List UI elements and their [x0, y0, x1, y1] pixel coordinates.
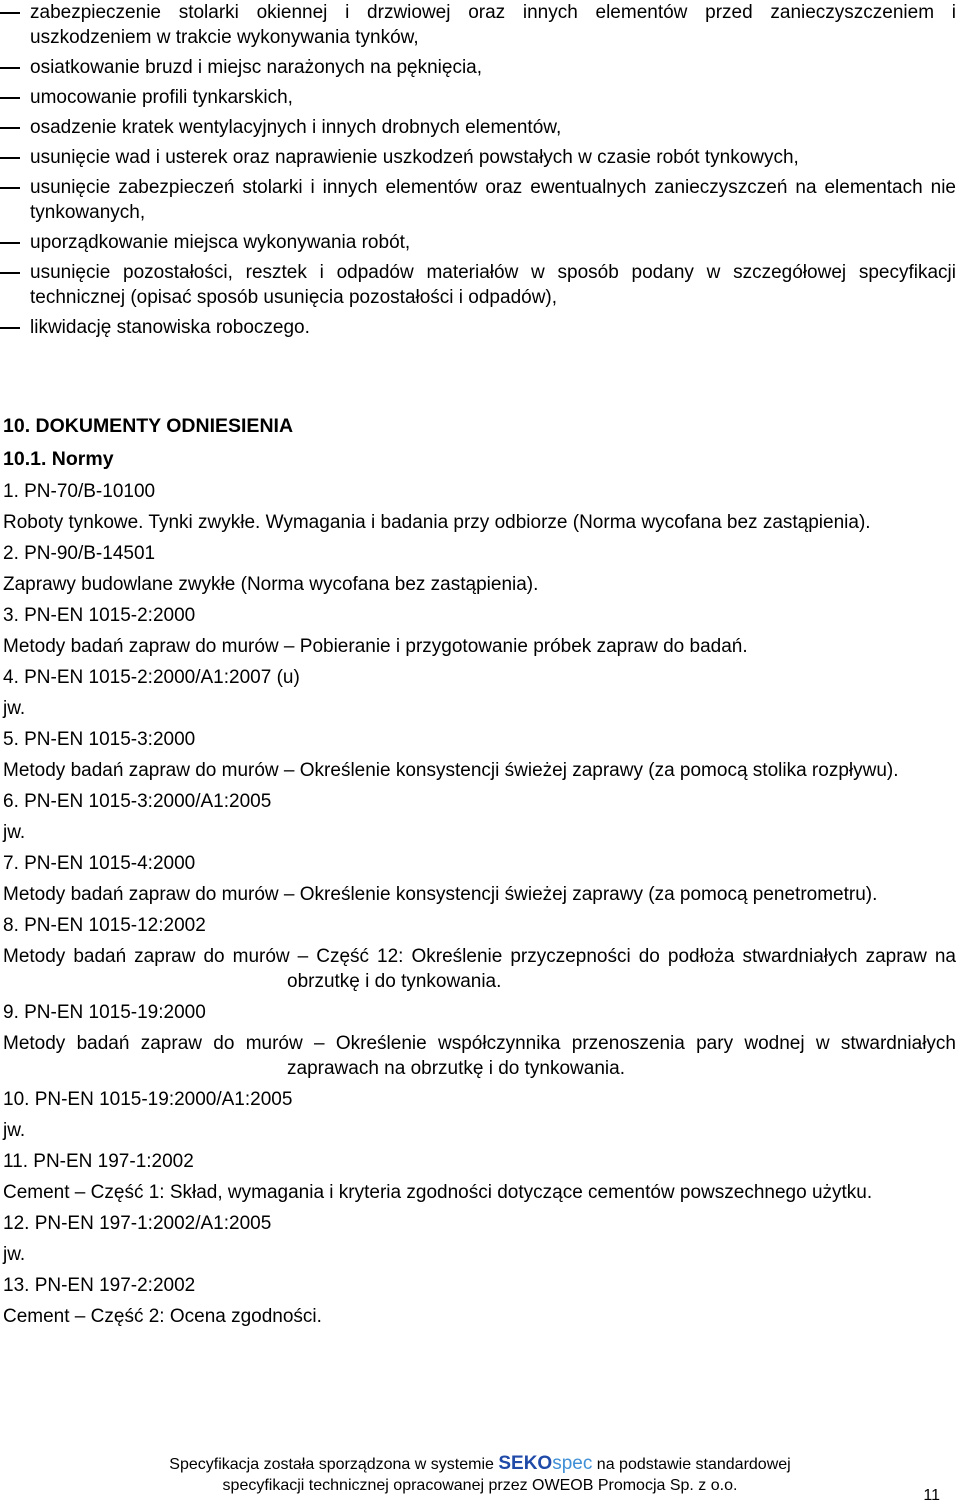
standard-title: Cement – Część 1: Skład, wymagania i kryteria zgodności dotyczące cementów powszechnego użytku. — [3, 1182, 873, 1203]
standard-title: Metody badań zapraw do murów – Określenie konsystencji świeżej zaprawy (za pomocą stolika rozpływu). — [3, 760, 899, 781]
standard-title: Metody badań zapraw do murów – Określenie konsystencji świeżej zaprawy (za pomocą penetrometru). — [3, 884, 878, 905]
list-item-text: umocowanie profili tynkarskich, — [30, 87, 293, 108]
sekospec-logo — [498, 1453, 592, 1474]
work-scope-list — [0, 0, 956, 345]
standard-code: 7. PN-EN 1015-4:2000 — [3, 853, 196, 874]
list-item — [0, 85, 956, 110]
standard-code: 8. PN-EN 1015-12:2002 — [3, 915, 206, 936]
list-item-text: zabezpieczenie stolarki okiennej i drzwiowej oraz innych elementów przed zanieczyszczeniem i uszkodzeniem w trakcie wykonywania tynków, — [30, 2, 956, 48]
reference-documents-section — [3, 414, 956, 1335]
dash-bullet-icon — [0, 97, 20, 99]
list-item-text: likwidację stanowiska roboczego. — [30, 317, 310, 338]
footer-line-1 — [0, 1453, 960, 1475]
dash-bullet-icon — [0, 242, 20, 244]
list-item-text: osiatkowanie bruzd i miejsc narażonych na pęknięcia, — [30, 57, 483, 78]
list-item-text: usunięcie zabezpieczeń stolarki i innych elementów oraz ewentualnych zanieczyszczeń na elementach nie tynkowanych, — [30, 177, 956, 223]
standard-code: 1. PN-70/B-10100 — [3, 481, 156, 502]
standard-title: jw. — [3, 822, 26, 843]
list-item — [0, 175, 956, 225]
list-item — [0, 260, 956, 310]
footer-text: Specyfikacja została sporządzona w systemie — [169, 1456, 494, 1473]
list-item-text: usunięcie pozostałości, resztek i odpadów materiałów w sposób podany w szczegółowej specyfikacji technicznej (opisać sposób usunięcia pozostałości i odpadów), — [30, 262, 956, 308]
standard-code: 10. PN-EN 1015-19:2000/A1:2005 — [3, 1089, 293, 1110]
dash-bullet-icon — [0, 127, 20, 129]
list-item — [0, 145, 956, 170]
standard-title: Metody badań zapraw do murów – Pobieranie i przygotowanie próbek zapraw do badań. — [3, 636, 748, 657]
standard-code: 2. PN-90/B-14501 — [3, 543, 156, 564]
list-item-text: osadzenie kratek wentylacyjnych i innych drobnych elementów, — [30, 117, 562, 138]
standard-code: 12. PN-EN 197-1:2002/A1:2005 — [3, 1213, 272, 1234]
dash-bullet-icon — [0, 187, 20, 189]
standard-title: Roboty tynkowe. Tynki zwykłe. Wymagania i badania przy odbiorze (Norma wycofana bez zastąpienia). — [3, 512, 871, 533]
standard-title: jw. — [3, 1120, 26, 1141]
standard-code: 4. PN-EN 1015-2:2000/A1:2007 (u) — [3, 667, 300, 688]
logo-seko-text: SEKO — [498, 1453, 553, 1474]
dash-bullet-icon — [0, 157, 20, 159]
dash-bullet-icon — [0, 272, 20, 274]
standard-title: Cement – Część 2: Ocena zgodności. — [3, 1306, 322, 1327]
standards-list — [3, 479, 956, 1329]
standard-code: 5. PN-EN 1015-3:2000 — [3, 729, 196, 750]
list-item — [0, 0, 956, 50]
standard-title: jw. — [3, 698, 26, 719]
standard-code: 3. PN-EN 1015-2:2000 — [3, 605, 196, 626]
dash-bullet-icon — [0, 327, 20, 329]
standard-code: 9. PN-EN 1015-19:2000 — [3, 1002, 206, 1023]
subsection-heading: 10.1. Normy — [3, 448, 114, 470]
list-item — [0, 315, 956, 340]
list-item — [0, 55, 956, 80]
page-footer — [0, 1453, 960, 1496]
list-item-text: usunięcie wad i usterek oraz naprawienie uszkodzeń powstałych w czasie robót tynkowych, — [30, 147, 799, 168]
standard-title: Zaprawy budowlane zwykłe (Norma wycofana bez zastąpienia). — [3, 574, 539, 595]
dash-bullet-icon — [0, 12, 20, 14]
logo-spec-text: spec — [552, 1453, 593, 1474]
list-item — [0, 115, 956, 140]
standard-title: Metody badań zapraw do murów – Określenie współczynnika przenoszenia pary wodnej w stwardniałych zaprawach na obrzutkę i do tynkowania. — [3, 1033, 956, 1079]
list-item — [0, 230, 956, 255]
page-number: 11 — [923, 1487, 940, 1504]
list-item-text: uporządkowanie miejsca wykonywania robót, — [30, 232, 411, 253]
standard-code: 6. PN-EN 1015-3:2000/A1:2005 — [3, 791, 272, 812]
footer-line-2: specyfikacji technicznej opracowanej przez OWEOB Promocja Sp. z o.o. — [222, 1477, 738, 1494]
standard-code: 13. PN-EN 197-2:2002 — [3, 1275, 196, 1296]
dash-bullet-icon — [0, 67, 20, 69]
standard-code: 11. PN-EN 197-1:2002 — [3, 1151, 194, 1172]
section-heading: 10. DOKUMENTY ODNIESIENIA — [3, 415, 294, 437]
footer-text: na podstawie standardowej — [596, 1456, 791, 1473]
standard-title: jw. — [3, 1244, 26, 1265]
standard-title: Metody badań zapraw do murów – Część 12: Określenie przyczepności do podłoża stwardniałych zapraw na obrzutkę i do tynkowania. — [3, 946, 956, 992]
